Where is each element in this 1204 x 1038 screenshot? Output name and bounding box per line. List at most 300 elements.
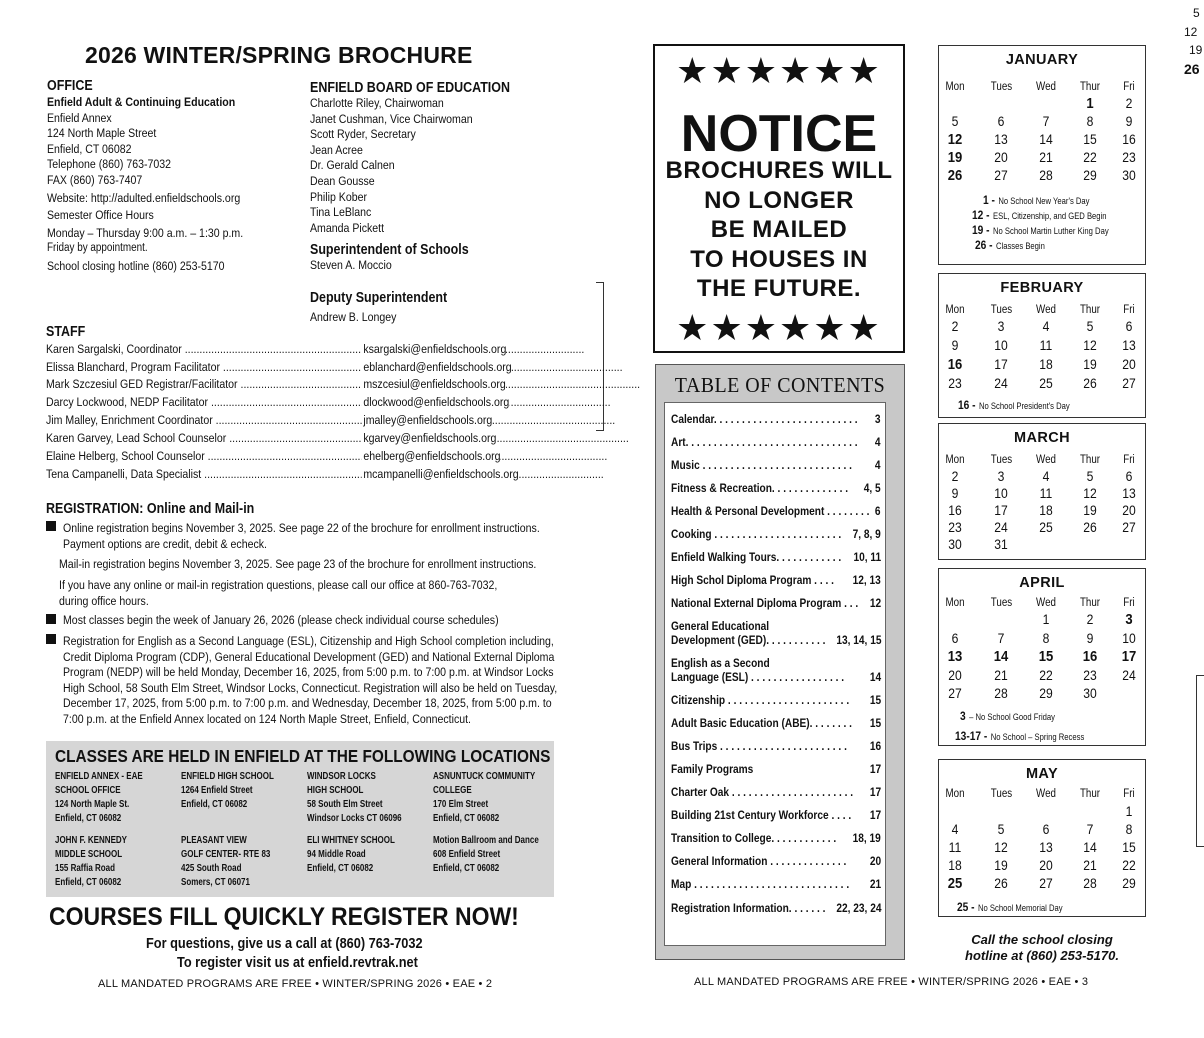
toc-entry-label: General Information . . . . . . . . . . . . . . bbox=[671, 854, 847, 868]
toc-entry-pages: 22, 23, 24 bbox=[835, 901, 881, 915]
toc-entry-label: Calendar. . . . . . . . . . . . . . . . . . . . . . . . . . bbox=[671, 412, 858, 426]
location-line: Somers, CT 06071 bbox=[181, 877, 250, 888]
locations-heading: CLASSES ARE HELD IN ENFIELD AT THE FOLLOWING LOCATIONS bbox=[55, 746, 551, 766]
staff-row bbox=[46, 360, 528, 374]
calendar-day: 5 bbox=[1086, 469, 1094, 484]
questions-call: For questions, give us a call at (860) 763-7032 bbox=[146, 936, 423, 952]
holiday-date: 13-17 - bbox=[955, 729, 988, 743]
holiday-date: 25 - bbox=[957, 900, 975, 914]
board-member: Janet Cushman, Vice Chairwoman bbox=[310, 111, 473, 126]
board-list bbox=[310, 96, 499, 236]
toc-entry-pages: 12 bbox=[869, 596, 881, 610]
calendar-day: 27 bbox=[1122, 520, 1136, 535]
calendar-day: 29 bbox=[1122, 876, 1136, 891]
calendar-day: 18 bbox=[948, 858, 962, 873]
location-line: 124 North Maple St. bbox=[55, 799, 130, 810]
registration-heading: REGISTRATION: Online and Mail-in bbox=[46, 501, 255, 517]
staff-name: Darcy Lockwood, NEDP Facilitator ..... bbox=[46, 395, 364, 409]
calendar-day: 15 bbox=[1122, 840, 1136, 855]
toc-entry-pages: 14 bbox=[869, 670, 881, 684]
toc-entry[interactable] bbox=[671, 573, 881, 587]
office-line: 124 North Maple Street bbox=[47, 126, 157, 141]
location-line: GOLF CENTER- RTE 83 bbox=[181, 849, 271, 860]
toc-entry-pages: 17 bbox=[869, 762, 881, 776]
staff-email[interactable]: jmalley@enfieldschools.org bbox=[363, 413, 493, 427]
office-line: Enfield, CT 06082 bbox=[47, 141, 132, 156]
staff-email[interactable]: ehelberg@enfieldschools.org bbox=[363, 449, 501, 463]
registration-line: Program (NEDP) will be held Monday, December 16, 2025, from 5:00 p.m. to 7:00 p.m. at Windsor Locks bbox=[63, 665, 554, 679]
calendar-day: 13 bbox=[1122, 338, 1136, 353]
calendar-day: 6 bbox=[951, 630, 959, 646]
calendar-day: 31 bbox=[994, 537, 1008, 552]
left-footer: ALL MANDATED PROGRAMS ARE FREE • WINTER/SPRING 2026 • EAE • 2 bbox=[98, 978, 493, 990]
calendar-day: 29 bbox=[1039, 686, 1053, 701]
calendar-day: 15 bbox=[1038, 649, 1054, 665]
location-line: Windsor Locks CT 06096 bbox=[307, 813, 402, 824]
calendar-day: 16 bbox=[948, 503, 962, 518]
location-item bbox=[181, 834, 270, 890]
toc-entry-label: Charter Oak . . . . . . . . . . . . . . . . . . . . . . bbox=[671, 785, 854, 799]
star-row-icon: ★★★★★★ bbox=[676, 307, 882, 348]
toc-entry[interactable] bbox=[671, 435, 881, 449]
registration-line: Online registration begins November 3, 2025. See page 22 of the brochure for enrollment instructions. bbox=[63, 521, 540, 535]
toc-entry-pages: 4 bbox=[875, 458, 881, 472]
staff-email[interactable]: kgarvey@enfieldschools.org bbox=[363, 431, 497, 445]
calendar-day: 20 bbox=[948, 667, 962, 683]
toc-entry-label: Fitness & Recreation. . . . . . . . . . . . . . bbox=[671, 481, 849, 495]
toc-entry[interactable] bbox=[671, 808, 881, 822]
toc-entry[interactable] bbox=[671, 527, 881, 541]
holiday-text: No School Memorial Day bbox=[977, 903, 1063, 913]
registration-line: Credit Diploma Program (CDP), General Educational Development (GED) and National External Diploma bbox=[63, 649, 555, 664]
calendar-day: 30 bbox=[1122, 168, 1136, 183]
calendar-day: 22 bbox=[1122, 858, 1136, 873]
registration-line: Registration for English as a Second Language (ESL), Citizenship and High School completion including, bbox=[63, 634, 554, 648]
registration-line: during office hours. bbox=[59, 593, 149, 608]
office-heading: OFFICE bbox=[47, 78, 93, 94]
calendar-day: 26 bbox=[1083, 376, 1097, 391]
calendar-day: 18 bbox=[1039, 503, 1053, 518]
calendar-day: 30 bbox=[948, 537, 962, 552]
registration-line: High School, 58 South Elm Street, Windsor Locks, Connecticut. Registration will also be held on Tuesday, bbox=[63, 680, 558, 695]
superintendent-heading: Superintendent of Schools bbox=[310, 242, 469, 258]
day-header: Thur bbox=[1079, 788, 1101, 800]
holiday-date: 16 - bbox=[958, 398, 976, 412]
holiday-note bbox=[972, 223, 1109, 237]
location-line: Enfield, CT 06082 bbox=[433, 813, 500, 824]
toc-entry-label: Health & Personal Development . . . . . . . . bbox=[671, 504, 870, 518]
day-header: Tues bbox=[990, 81, 1013, 93]
calendar-day: 11 bbox=[1039, 338, 1053, 353]
toc-entry-pages: 18, 19 bbox=[852, 831, 881, 845]
day-header: Fri bbox=[1123, 304, 1135, 316]
calendar-day: 13 bbox=[1122, 486, 1136, 501]
calendar-day: 18 bbox=[1039, 357, 1053, 372]
calendar-day: 10 bbox=[1122, 630, 1136, 646]
calendar-day: 16 bbox=[1082, 649, 1098, 665]
calendar-day: 23 bbox=[948, 520, 962, 535]
staff-name: Jim Malley, Enrichment Coordinator ..... bbox=[46, 413, 364, 427]
calendar-day: 13 bbox=[947, 649, 963, 665]
notice-line: TO HOUSES IN bbox=[690, 246, 868, 273]
holiday-date: 3 bbox=[960, 709, 966, 723]
office-line: Semester Office Hours bbox=[47, 208, 154, 223]
toc-entry-pages: 4 bbox=[875, 435, 881, 449]
day-header: Tues bbox=[990, 304, 1013, 316]
staff-email[interactable]: eblanchard@enfieldschools.org bbox=[363, 360, 512, 374]
staff-name: Mark Szczesiul GED Registrar/Facilitator ..... bbox=[46, 377, 364, 391]
location-line: Motion Ballroom and Dance bbox=[433, 835, 539, 846]
location-line: ENFIELD ANNEX - EAE bbox=[55, 771, 143, 782]
calendar-day: 19 bbox=[994, 858, 1008, 873]
location-line: PLEASANT VIEW bbox=[181, 835, 247, 846]
toc-entry-label: General Educational bbox=[671, 619, 770, 633]
toc-title: TABLE OF CONTENTS bbox=[674, 373, 886, 397]
calendar-day: 26 bbox=[994, 876, 1008, 891]
calendar-day: 5 bbox=[1086, 319, 1094, 334]
location-line: 170 Elm Street bbox=[433, 799, 489, 810]
board-member: Amanda Pickett bbox=[310, 220, 385, 235]
calendar-day: 21 bbox=[1039, 150, 1053, 165]
office-line: Monday – Thursday 9:00 a.m. – 1:30 p.m. bbox=[47, 225, 244, 240]
esl-registration bbox=[63, 634, 557, 727]
location-line: Enfield, CT 06082 bbox=[307, 863, 374, 874]
calendar-day: 26 bbox=[947, 168, 963, 184]
toc-entry-pages: 10, 11 bbox=[853, 550, 881, 564]
calendar-day: 24 bbox=[994, 520, 1008, 535]
day-header: Thur bbox=[1079, 454, 1101, 466]
toc-entry[interactable] bbox=[671, 716, 881, 730]
calendar-day: 8 bbox=[1125, 822, 1133, 837]
calendar-day: 2 bbox=[951, 469, 959, 484]
holiday-note bbox=[983, 193, 1090, 207]
calendar-day: 3 bbox=[997, 469, 1005, 484]
toc-entry-pages: 4, 5 bbox=[864, 481, 881, 495]
location-item bbox=[433, 834, 539, 876]
toc-entry-label: Art. . . . . . . . . . . . . . . . . . . . . . . . . . . . . . . bbox=[671, 435, 858, 449]
location-line: HIGH SCHOOL bbox=[307, 785, 364, 796]
board-member: Dr. Gerald Calnen bbox=[310, 158, 395, 173]
calendar-day: 17 bbox=[994, 357, 1008, 372]
calendar-day: 4 bbox=[1042, 319, 1050, 334]
day-header: Tues bbox=[990, 788, 1013, 800]
location-item bbox=[181, 770, 274, 812]
calendar-day: 8 bbox=[1042, 630, 1050, 646]
day-header: Mon bbox=[945, 304, 965, 316]
toc-entry-label: High Schol Diploma Program . . . . bbox=[671, 573, 834, 587]
notice-line: BROCHURES WILL bbox=[665, 157, 893, 184]
staff-name: Karen Garvey, Lead School Counselor ..... bbox=[46, 431, 364, 445]
registration-mail: Mail-in registration begins November 3, 2025. See page 23 of the brochure for enrollment instructions. bbox=[59, 557, 537, 571]
registration-line: 7:00 p.m. at the Enfield Annex located on 124 North Maple Street, Enfield, Connecticut. bbox=[63, 711, 471, 726]
location-line: Enfield, CT 06082 bbox=[55, 877, 122, 888]
register-visit-link[interactable]: To register visit us at enfield.revtrak.net bbox=[177, 955, 418, 971]
location-line: 608 Enfield Street bbox=[433, 849, 501, 860]
holiday-text: No School Martin Luther King Day bbox=[992, 226, 1109, 236]
toc-entry-pages: 6 bbox=[875, 504, 881, 518]
registration-questions bbox=[59, 578, 497, 609]
holiday-note bbox=[975, 238, 1045, 252]
superintendent-name: Steven A. Moccio bbox=[310, 258, 392, 272]
day-header: Wed bbox=[1036, 304, 1056, 316]
toc-entry[interactable] bbox=[671, 619, 881, 633]
toc-entry[interactable] bbox=[671, 785, 881, 799]
toc-entry-label: Bus Trips . . . . . . . . . . . . . . . . . . . . . . . bbox=[671, 739, 847, 753]
calendar-day: 9 bbox=[1125, 114, 1133, 129]
calendar-day: 19 bbox=[1083, 503, 1097, 518]
edge-fragment: 26 bbox=[1184, 61, 1200, 77]
calendar-day: 13 bbox=[1039, 840, 1053, 855]
location-line: COLLEGE bbox=[433, 785, 472, 796]
holiday-note bbox=[957, 900, 1063, 914]
office-line: Enfield Annex bbox=[47, 110, 112, 125]
calendar-day: 10 bbox=[994, 338, 1008, 353]
right-footer: ALL MANDATED PROGRAMS ARE FREE • WINTER/SPRING 2026 • EAE • 3 bbox=[694, 976, 1089, 988]
holiday-text: Classes Begin bbox=[995, 241, 1045, 251]
board-member: Jean Acree bbox=[310, 142, 363, 157]
calendar-day: 19 bbox=[1083, 357, 1097, 372]
location-item bbox=[433, 770, 535, 826]
classes-begin-note: Most classes begin the week of January 26, 2026 (please check individual course schedules) bbox=[63, 613, 499, 627]
location-line: MIDDLE SCHOOL bbox=[55, 849, 123, 860]
calendar-day: 15 bbox=[1083, 132, 1097, 147]
toc-entry[interactable] bbox=[671, 550, 881, 564]
staff-name: Karen Sargalski, Coordinator ..... bbox=[46, 342, 364, 356]
location-line: WINDSOR LOCKS bbox=[307, 771, 376, 782]
location-item bbox=[307, 834, 395, 876]
notice-line: BE MAILED bbox=[710, 216, 848, 243]
calendar-day: 30 bbox=[1083, 686, 1097, 701]
office-line: Telephone (860) 763-7032 bbox=[47, 157, 172, 172]
toc-entry[interactable] bbox=[671, 762, 881, 776]
day-header: Fri bbox=[1123, 597, 1135, 609]
calendar-day: 2 bbox=[1125, 96, 1133, 111]
staff-name: Tena Campanelli, Data Specialist ..... bbox=[46, 467, 364, 481]
toc-entry-label: Music . . . . . . . . . . . . . . . . . . . . . . . . . . . bbox=[671, 458, 852, 472]
day-header: Thur bbox=[1079, 304, 1101, 316]
board-member: Dean Gousse bbox=[310, 173, 375, 188]
call-closing-line: Call the school closing bbox=[971, 932, 1113, 947]
staff-row bbox=[46, 431, 528, 445]
toc-entry-label: National External Diploma Program . . . bbox=[671, 596, 859, 610]
calendar-day: 26 bbox=[1083, 520, 1097, 535]
staff-email[interactable]: mcampanelli@enfieldschools.org bbox=[363, 467, 519, 481]
calendar-day: 11 bbox=[948, 840, 962, 855]
day-header: Thur bbox=[1079, 597, 1101, 609]
calendar-day: 27 bbox=[1039, 876, 1053, 891]
calendar-day: 17 bbox=[994, 503, 1008, 518]
staff-email[interactable]: mszcesiul@enfieldschools.org bbox=[363, 377, 506, 391]
calendar-day: 21 bbox=[1083, 858, 1097, 873]
calendar-day: 3 bbox=[1125, 612, 1133, 628]
calendar-day: 27 bbox=[994, 168, 1008, 183]
deputy-heading: Deputy Superintendent bbox=[310, 290, 448, 306]
bullet-square-icon bbox=[46, 521, 56, 531]
calendar-day: 23 bbox=[948, 376, 962, 391]
brochure-title: 2026 WINTER/SPRING BROCHURE bbox=[85, 42, 473, 68]
day-header: Wed bbox=[1036, 788, 1056, 800]
edge-fragment: 5 bbox=[1193, 6, 1200, 20]
calendar-day: 20 bbox=[1039, 858, 1053, 873]
toc-entry[interactable] bbox=[671, 670, 881, 684]
calendar-day: 4 bbox=[1042, 469, 1050, 484]
staff-heading: STAFF bbox=[46, 324, 86, 340]
toc-entry[interactable] bbox=[671, 901, 881, 915]
location-line: Enfield, CT 06082 bbox=[55, 813, 122, 824]
location-item bbox=[55, 834, 127, 890]
calendar-day: 12 bbox=[1083, 338, 1097, 353]
notice-title: NOTICE bbox=[680, 105, 878, 163]
location-line: JOHN F. KENNEDY bbox=[55, 835, 128, 846]
calendar-day: 10 bbox=[994, 486, 1008, 501]
toc-entry[interactable] bbox=[671, 633, 881, 647]
holiday-date: 1 - bbox=[983, 193, 995, 207]
calendar-day: 6 bbox=[1042, 822, 1050, 837]
day-header: Thur bbox=[1079, 81, 1101, 93]
location-line: 94 Middle Road bbox=[307, 849, 366, 860]
staff-email[interactable]: ksargalski@enfieldschools.org bbox=[363, 342, 507, 356]
edge-fragment: 19 bbox=[1189, 43, 1203, 57]
day-header: Wed bbox=[1036, 597, 1056, 609]
toc-entry-pages: 15 bbox=[869, 693, 881, 707]
staff-name: Elissa Blanchard, Program Facilitator ..... bbox=[46, 360, 364, 374]
holiday-note bbox=[955, 729, 1084, 743]
location-item bbox=[55, 770, 143, 826]
registration-line: Payment options are credit, debit & echeck. bbox=[63, 536, 267, 551]
calendar-day: 9 bbox=[951, 486, 959, 501]
edge-fragment: 12 bbox=[1184, 25, 1198, 39]
toc-entry[interactable] bbox=[671, 481, 881, 495]
location-line: Enfield, CT 06082 bbox=[181, 799, 248, 810]
holiday-date: 12 - bbox=[972, 208, 990, 222]
toc-entry-label: Family Programs bbox=[671, 762, 754, 776]
month-title: FEBRUARY bbox=[1000, 280, 1084, 296]
location-line: 155 Raffia Road bbox=[55, 863, 116, 874]
calendar-day: 11 bbox=[1039, 486, 1053, 501]
office-line: Friday by appointment. bbox=[47, 242, 148, 255]
office-website[interactable]: Website: http://adulted.enfieldschools.org bbox=[47, 190, 241, 205]
calendar-day: 21 bbox=[994, 667, 1008, 683]
calendar-day: 5 bbox=[997, 822, 1005, 837]
calendar-day: 9 bbox=[951, 338, 959, 353]
registration-line: If you have any online or mail-in registration questions, please call our office at 860-763-7032, bbox=[59, 578, 498, 592]
month-title: APRIL bbox=[1019, 575, 1065, 591]
calendar-day: 5 bbox=[951, 114, 959, 129]
toc-entry-label: Map . . . . . . . . . . . . . . . . . . . . . . . . . . . . bbox=[671, 877, 850, 891]
location-line: 1264 Enfield Street bbox=[181, 785, 253, 796]
staff-email[interactable]: dlockwood@enfieldschools.org bbox=[363, 395, 510, 409]
location-line: Enfield, CT 06082 bbox=[433, 863, 500, 874]
calendar-day: 2 bbox=[951, 319, 959, 334]
calendar-day: 1 bbox=[1125, 804, 1133, 819]
calendar-day: 27 bbox=[1122, 376, 1136, 391]
staff-row bbox=[46, 449, 528, 463]
holiday-text: No School President's Day bbox=[978, 401, 1070, 411]
toc-entry-label: Cooking . . . . . . . . . . . . . . . . . . . . . . . bbox=[671, 527, 842, 541]
calendar-day: 7 bbox=[997, 630, 1005, 646]
calendar-day: 24 bbox=[1122, 667, 1136, 683]
toc-entry-pages: 7, 8, 9 bbox=[852, 527, 881, 541]
toc-entry[interactable] bbox=[671, 693, 881, 707]
calendar-day: 25 bbox=[1039, 520, 1053, 535]
edge-box bbox=[1196, 675, 1204, 847]
office-line: FAX (860) 763-7407 bbox=[47, 172, 143, 187]
registration-line: December 17, 2025, from 5:00 p.m. to 7:00 p.m. and Wednesday, December 18, 2025, from 5:00 p.m. to bbox=[63, 696, 552, 710]
calendar-day: 4 bbox=[951, 822, 959, 837]
toc-entry[interactable] bbox=[671, 831, 881, 845]
location-line: ENFIELD HIGH SCHOOL bbox=[181, 771, 274, 782]
toc-entry[interactable] bbox=[671, 877, 881, 891]
calendar-day: 27 bbox=[948, 686, 962, 701]
holiday-text: – No School Good Friday bbox=[969, 712, 1055, 722]
toc-entry-label: Enfield Walking Tours. . . . . . . . . . . . bbox=[671, 550, 842, 564]
toc-entry-pages: 3 bbox=[875, 412, 881, 426]
board-member: Tina LeBlanc bbox=[310, 205, 372, 220]
toc-entry-pages: 15 bbox=[869, 716, 881, 730]
calendar-month bbox=[938, 759, 1146, 917]
day-header: Wed bbox=[1036, 454, 1056, 466]
calendar-day: 6 bbox=[1125, 319, 1133, 334]
location-item bbox=[307, 770, 402, 826]
toc-entry-pages: 17 bbox=[869, 785, 881, 799]
calendar-day: 6 bbox=[1125, 469, 1133, 484]
toc-entry-label: Language (ESL) . . . . . . . . . . . . . . . . . bbox=[671, 670, 845, 684]
calendar-day: 6 bbox=[997, 114, 1005, 129]
calendar-day: 20 bbox=[1122, 503, 1136, 518]
toc-entry-pages: 17 bbox=[869, 808, 881, 822]
notice-line: NO LONGER bbox=[704, 187, 854, 214]
holiday-note bbox=[958, 398, 1070, 412]
calendar-day: 3 bbox=[997, 319, 1005, 334]
calendar-day: 25 bbox=[1039, 376, 1053, 391]
toc-entry-label: Building 21st Century Workforce . . . . bbox=[671, 808, 852, 822]
toc-entry[interactable] bbox=[671, 596, 881, 610]
calendar-day: 23 bbox=[1083, 667, 1097, 683]
staff-row bbox=[46, 395, 528, 409]
calendar-day: 14 bbox=[1083, 840, 1097, 855]
holiday-note bbox=[972, 208, 1107, 222]
toc-entry[interactable] bbox=[671, 854, 881, 868]
calendar-day: 28 bbox=[1083, 876, 1097, 891]
location-line: 425 South Road bbox=[181, 863, 242, 874]
location-line: ELI WHITNEY SCHOOL bbox=[307, 835, 395, 846]
toc-entry[interactable] bbox=[671, 656, 881, 670]
calendar-day: 1 bbox=[1086, 96, 1094, 112]
toc-entry-label: Adult Basic Education (ABE). . . . . . . . bbox=[671, 716, 852, 730]
holiday-text: No School New Year's Day bbox=[998, 196, 1090, 206]
toc-entry-label: Transition to College. . . . . . . . . . . . bbox=[671, 831, 837, 845]
day-header: Mon bbox=[945, 788, 965, 800]
month-title: JANUARY bbox=[1005, 52, 1079, 68]
holiday-text: No School – Spring Recess bbox=[990, 732, 1085, 742]
toc-entry-label: Development (GED). . . . . . . . . . . bbox=[671, 633, 826, 647]
calendar-day: 22 bbox=[1039, 667, 1053, 683]
toc-entry[interactable] bbox=[671, 504, 881, 518]
toc-entry[interactable] bbox=[671, 458, 881, 472]
star-row-icon: ★★★★★★ bbox=[676, 50, 882, 91]
toc-entry[interactable] bbox=[671, 739, 881, 753]
toc-entry-label: Registration Information. . . . . . . bbox=[671, 901, 826, 915]
toc-entry-pages: 21 bbox=[869, 877, 881, 891]
month-title: MAY bbox=[1025, 766, 1059, 782]
calendar-day: 12 bbox=[1083, 486, 1097, 501]
calendar-day: 8 bbox=[1086, 114, 1094, 129]
call-closing-line: hotline at (860) 253-5170. bbox=[965, 948, 1119, 963]
toc-entry[interactable] bbox=[671, 412, 881, 426]
deputy-name: Andrew B. Longey bbox=[310, 310, 397, 324]
calendar-day: 29 bbox=[1083, 168, 1097, 183]
calendar-day: 17 bbox=[1121, 649, 1137, 665]
